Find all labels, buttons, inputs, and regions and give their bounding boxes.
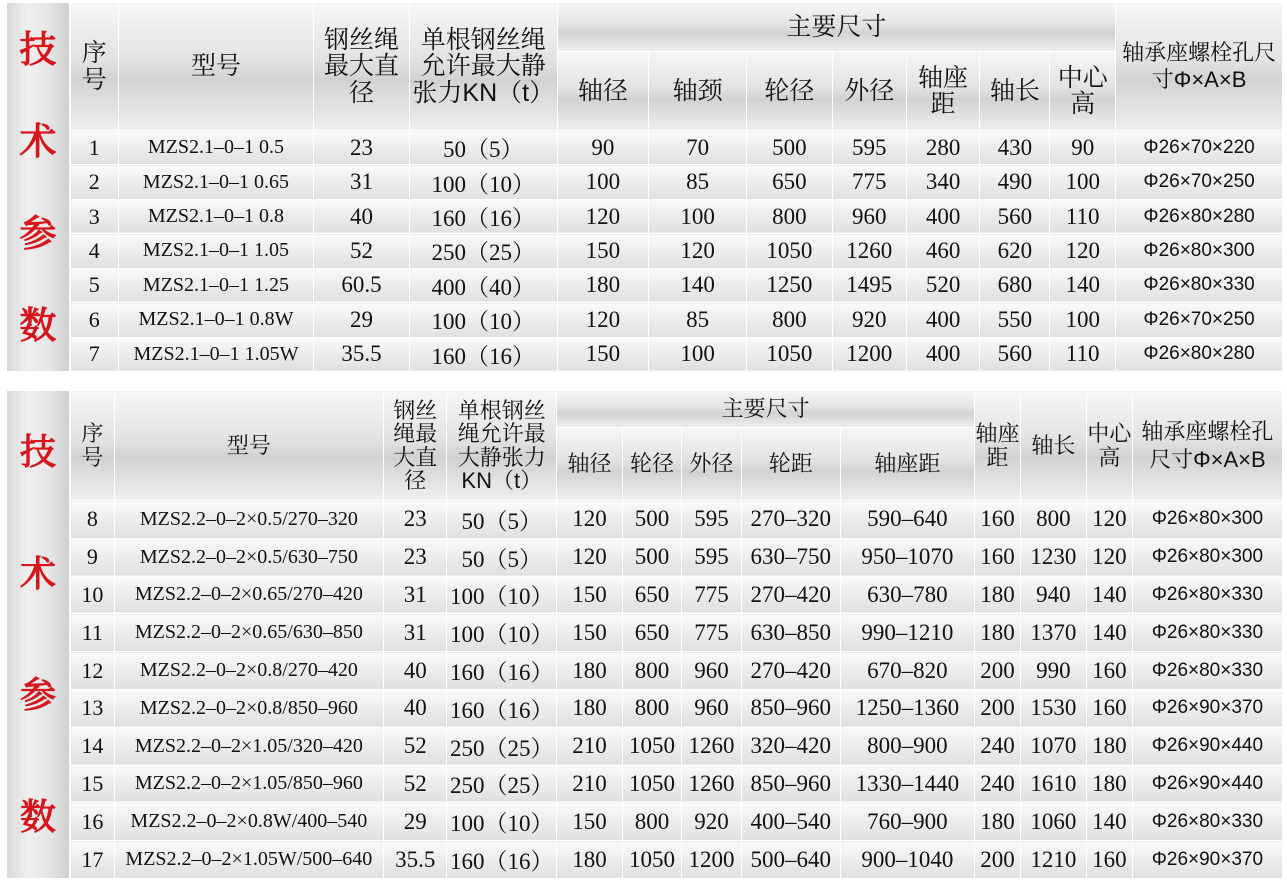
cell-wheel-distance: 630–850 (741, 614, 840, 652)
cell-shaft-neck: 100 (649, 199, 747, 233)
cell-outer-diameter: 1260 (682, 765, 741, 803)
th-rope-diameter: 钢丝绳最大直径 (384, 391, 447, 501)
cell-wheel-diameter: 800 (622, 652, 681, 690)
cell-outer-diameter: 775 (682, 576, 741, 614)
th-wheel-diameter: 轮径 (746, 52, 832, 131)
cell-center-height: 160 (1086, 652, 1132, 690)
table-row (71, 727, 1283, 765)
cell-index: 10 (71, 576, 115, 614)
cell-center-height: 100 (1050, 165, 1116, 199)
cell-rope-diameter: 29 (314, 303, 410, 337)
cell-shaft-seat-distance: 760–900 (840, 803, 974, 841)
cell-wheel-diameter: 1050 (622, 841, 681, 879)
cell-tension: 160（16） (447, 689, 557, 727)
cell-rope-diameter: 40 (314, 199, 410, 233)
cell-wheel-distance: 270–320 (741, 501, 840, 539)
cell-center-height: 110 (1050, 337, 1116, 371)
th-center-height: 中心高 (1086, 391, 1132, 501)
cell-tension: 160（16） (409, 337, 557, 371)
cell-model: MZS2.2–0–2×0.5/270–320 (114, 501, 383, 539)
cell-shaft-diameter: 180 (557, 652, 623, 690)
cell-model: MZS2.2–0–2×1.05W/500–640 (114, 841, 383, 879)
cell-center-height: 180 (1086, 765, 1132, 803)
cell-outer-diameter: 920 (682, 803, 741, 841)
cell-wheel-diameter: 650 (622, 576, 681, 614)
cell-shaft-neck: 140 (649, 268, 747, 302)
cell-outer-diameter: 595 (832, 131, 906, 165)
th-rope-tension: 单根钢丝绳允许最大静张力KN（t） (447, 391, 557, 501)
cell-wheel-distance: 320–420 (741, 727, 840, 765)
cell-shaft-diameter: 120 (557, 303, 649, 337)
cell-tension: 250（25） (447, 765, 557, 803)
cell-outer-diameter: 775 (682, 614, 741, 652)
cell-shaft-seat-distance: 1330–1440 (840, 765, 974, 803)
side-title-char: 参 (19, 212, 57, 254)
cell-seat-distance: 520 (906, 268, 980, 302)
th-shaft-length: 轴长 (980, 52, 1050, 131)
th-index: 序号 (71, 391, 115, 501)
cell-shaft-neck: 85 (649, 303, 747, 337)
cell-seat-distance: 160 (975, 501, 1021, 539)
cell-outer-diameter: 920 (832, 303, 906, 337)
th-shaft-diameter: 轴径 (557, 52, 649, 131)
cell-center-height: 180 (1086, 727, 1132, 765)
cell-rope-diameter: 40 (384, 689, 447, 727)
cell-tension: 100（10） (447, 803, 557, 841)
side-title-char: 参 (19, 674, 56, 716)
cell-shaft-diameter: 210 (557, 765, 623, 803)
cell-shaft-diameter: 120 (557, 501, 623, 539)
th-shaft-length: 轴长 (1020, 391, 1086, 501)
cell-rope-diameter: 29 (384, 803, 447, 841)
cell-shaft-diameter: 120 (557, 199, 649, 233)
cell-seat-distance: 200 (975, 841, 1021, 879)
cell-wheel-diameter: 1050 (622, 727, 681, 765)
cell-shaft-diameter: 150 (557, 803, 623, 841)
cell-wheel-diameter: 500 (622, 501, 681, 539)
cell-outer-diameter: 960 (832, 199, 906, 233)
cell-shaft-length: 1210 (1020, 841, 1086, 879)
cell-bolt-hole: Φ26×80×330 (1132, 652, 1282, 690)
cell-rope-diameter: 31 (384, 576, 447, 614)
cell-shaft-neck: 85 (649, 165, 747, 199)
cell-model: MZS2.1–0–1 1.05 (118, 234, 313, 268)
th-wheel-diameter: 轮径 (622, 428, 681, 501)
cell-shaft-diameter: 90 (557, 131, 649, 165)
cell-center-height: 120 (1086, 501, 1132, 539)
cell-bolt-hole: Φ26×70×220 (1116, 131, 1283, 165)
cell-bolt-hole: Φ26×80×300 (1132, 501, 1282, 539)
cell-outer-diameter: 1260 (832, 234, 906, 268)
th-rope-tension: 单根钢丝绳允许最大静张力KN（t） (409, 3, 557, 131)
cell-index: 12 (71, 652, 115, 690)
table-row (71, 652, 1283, 690)
cell-wheel-distance: 500–640 (741, 841, 840, 879)
side-title-char: 技 (19, 28, 57, 70)
cell-rope-diameter: 40 (384, 652, 447, 690)
cell-model: MZS2.2–0–2×0.8/850–960 (114, 689, 383, 727)
cell-model: MZS2.2–0–2×0.65/630–850 (114, 614, 383, 652)
cell-index: 3 (70, 199, 118, 233)
cell-outer-diameter: 595 (682, 501, 741, 539)
table-row (70, 131, 1282, 165)
cell-bolt-hole: Φ26×80×280 (1116, 337, 1283, 371)
cell-tension: 50（5） (409, 131, 557, 165)
th-shaft-neck: 轴颈 (649, 52, 747, 131)
cell-model: MZS2.1–0–1 1.05W (118, 337, 313, 371)
cell-wheel-distance: 400–540 (741, 803, 840, 841)
cell-outer-diameter: 1260 (682, 727, 741, 765)
cell-shaft-length: 1070 (1020, 727, 1086, 765)
cell-shaft-length: 1370 (1020, 614, 1086, 652)
cell-center-height: 160 (1086, 841, 1132, 879)
cell-tension: 100（10） (447, 614, 557, 652)
table-row (71, 841, 1283, 879)
cell-wheel-diameter: 1050 (746, 337, 832, 371)
cell-model: MZS2.2–0–2×0.8/270–420 (114, 652, 383, 690)
cell-model: MZS2.1–0–1 1.25 (118, 268, 313, 302)
cell-outer-diameter: 960 (682, 689, 741, 727)
cell-tension: 50（5） (447, 538, 557, 576)
cell-rope-diameter: 60.5 (314, 268, 410, 302)
side-title-technical-parameters-2 (6, 390, 70, 879)
table-row (70, 303, 1282, 337)
cell-model: MZS2.2–0–2×1.05/320–420 (114, 727, 383, 765)
cell-center-height: 160 (1086, 689, 1132, 727)
cell-center-height: 110 (1050, 199, 1116, 233)
table-row (71, 501, 1283, 539)
cell-seat-distance: 180 (975, 576, 1021, 614)
cell-shaft-diameter: 150 (557, 614, 623, 652)
side-title-technical-parameters-1 (6, 2, 70, 372)
cell-rope-diameter: 35.5 (314, 337, 410, 371)
cell-bolt-hole: Φ26×90×370 (1132, 841, 1282, 879)
cell-shaft-seat-distance: 990–1210 (840, 614, 974, 652)
cell-shaft-seat-distance: 950–1070 (840, 538, 974, 576)
cell-seat-distance: 180 (975, 614, 1021, 652)
spec-block-1 (6, 2, 1283, 372)
cell-shaft-seat-distance: 1250–1360 (840, 689, 974, 727)
cell-shaft-diameter: 180 (557, 689, 623, 727)
cell-shaft-diameter: 150 (557, 234, 649, 268)
th-rope-diameter: 钢丝绳最大直径 (314, 3, 410, 131)
cell-shaft-length: 430 (980, 131, 1050, 165)
table-row (70, 199, 1282, 233)
cell-index: 6 (70, 303, 118, 337)
cell-bolt-hole: Φ26×80×280 (1116, 199, 1283, 233)
table-row (70, 268, 1282, 302)
cell-outer-diameter: 960 (682, 652, 741, 690)
cell-shaft-length: 560 (980, 199, 1050, 233)
cell-tension: 250（25） (409, 234, 557, 268)
cell-wheel-diameter: 650 (622, 614, 681, 652)
cell-tension: 250（25） (447, 727, 557, 765)
cell-shaft-length: 490 (980, 165, 1050, 199)
cell-index: 11 (71, 614, 115, 652)
cell-shaft-seat-distance: 670–820 (840, 652, 974, 690)
table-row (71, 803, 1283, 841)
cell-center-height: 140 (1086, 803, 1132, 841)
spec-table-1-body (70, 131, 1282, 372)
cell-shaft-diameter: 180 (557, 841, 623, 879)
cell-model: MZS2.1–0–1 0.65 (118, 165, 313, 199)
cell-center-height: 120 (1050, 234, 1116, 268)
cell-outer-diameter: 1200 (682, 841, 741, 879)
cell-index: 15 (71, 765, 115, 803)
table-row (70, 234, 1282, 268)
cell-bolt-hole: Φ26×70×250 (1116, 303, 1283, 337)
table-row (71, 765, 1283, 803)
cell-seat-distance: 200 (975, 689, 1021, 727)
cell-model: MZS2.1–0–1 0.8 (118, 199, 313, 233)
cell-wheel-diameter: 500 (622, 538, 681, 576)
cell-wheel-diameter: 1050 (746, 234, 832, 268)
cell-seat-distance: 280 (906, 131, 980, 165)
cell-shaft-diameter: 120 (557, 538, 623, 576)
cell-tension: 100（10） (447, 576, 557, 614)
cell-index: 2 (70, 165, 118, 199)
side-title-char: 术 (19, 552, 56, 594)
cell-bolt-hole: Φ26×80×330 (1132, 576, 1282, 614)
cell-model: MZS2.2–0–2×0.8W/400–540 (114, 803, 383, 841)
cell-rope-diameter: 35.5 (384, 841, 447, 879)
cell-shaft-diameter: 100 (557, 165, 649, 199)
th-bolt-hole: 轴承座螺栓孔尺寸Φ×A×B (1116, 3, 1283, 131)
th-model: 型号 (118, 3, 313, 131)
cell-index: 17 (71, 841, 115, 879)
cell-tension: 400（40） (409, 268, 557, 302)
cell-tension: 160（16） (409, 199, 557, 233)
cell-center-height: 90 (1050, 131, 1116, 165)
cell-shaft-length: 1060 (1020, 803, 1086, 841)
table-row (70, 337, 1282, 371)
cell-wheel-distance: 850–960 (741, 765, 840, 803)
cell-center-height: 140 (1086, 614, 1132, 652)
cell-wheel-distance: 630–750 (741, 538, 840, 576)
th-main-dimensions: 主要尺寸 (557, 3, 1116, 52)
cell-shaft-seat-distance: 630–780 (840, 576, 974, 614)
cell-rope-diameter: 52 (384, 727, 447, 765)
cell-bolt-hole: Φ26×80×300 (1116, 234, 1283, 268)
cell-seat-distance: 400 (906, 337, 980, 371)
cell-bolt-hole: Φ26×80×330 (1116, 268, 1283, 302)
cell-center-height: 120 (1086, 538, 1132, 576)
cell-index: 13 (71, 689, 115, 727)
cell-seat-distance: 240 (975, 765, 1021, 803)
th-index: 序号 (70, 3, 118, 131)
cell-shaft-seat-distance: 590–640 (840, 501, 974, 539)
side-title-wrapper-2 (6, 390, 70, 879)
cell-tension: 100（10） (409, 303, 557, 337)
cell-model: MZS2.2–0–2×0.65/270–420 (114, 576, 383, 614)
th-seat-distance: 轴座距 (906, 52, 980, 131)
cell-bolt-hole: Φ26×80×330 (1132, 614, 1282, 652)
cell-seat-distance: 340 (906, 165, 980, 199)
cell-shaft-neck: 70 (649, 131, 747, 165)
cell-rope-diameter: 23 (384, 501, 447, 539)
th-wheel-distance: 轮距 (741, 428, 840, 501)
cell-bolt-hole: Φ26×90×440 (1132, 765, 1282, 803)
cell-rope-diameter: 52 (314, 234, 410, 268)
cell-shaft-neck: 120 (649, 234, 747, 268)
spec-table-1 (70, 2, 1283, 372)
table-row (71, 538, 1283, 576)
cell-tension: 160（16） (447, 652, 557, 690)
cell-shaft-diameter: 150 (557, 576, 623, 614)
cell-center-height: 140 (1086, 576, 1132, 614)
cell-wheel-distance: 850–960 (741, 689, 840, 727)
cell-wheel-diameter: 1050 (622, 765, 681, 803)
cell-shaft-length: 990 (1020, 652, 1086, 690)
cell-shaft-seat-distance: 900–1040 (840, 841, 974, 879)
cell-index: 9 (71, 538, 115, 576)
cell-index: 7 (70, 337, 118, 371)
cell-shaft-length: 560 (980, 337, 1050, 371)
spec-table-2-body (71, 501, 1283, 879)
cell-shaft-length: 1530 (1020, 689, 1086, 727)
cell-seat-distance: 460 (906, 234, 980, 268)
cell-wheel-diameter: 800 (622, 689, 681, 727)
cell-bolt-hole: Φ26×90×440 (1132, 727, 1282, 765)
cell-outer-diameter: 1495 (832, 268, 906, 302)
cell-shaft-seat-distance: 800–900 (840, 727, 974, 765)
cell-shaft-length: 940 (1020, 576, 1086, 614)
cell-wheel-diameter: 500 (746, 131, 832, 165)
cell-seat-distance: 160 (975, 538, 1021, 576)
cell-seat-distance: 200 (975, 652, 1021, 690)
cell-tension: 160（16） (447, 841, 557, 879)
cell-wheel-distance: 270–420 (741, 652, 840, 690)
cell-bolt-hole: Φ26×80×330 (1132, 803, 1282, 841)
cell-rope-diameter: 52 (384, 765, 447, 803)
th-model: 型号 (114, 391, 383, 501)
cell-shaft-length: 620 (980, 234, 1050, 268)
cell-seat-distance: 400 (906, 303, 980, 337)
side-title-char: 技 (19, 430, 56, 472)
cell-index: 1 (70, 131, 118, 165)
cell-rope-diameter: 23 (384, 538, 447, 576)
cell-wheel-diameter: 800 (746, 303, 832, 337)
th-seat-distance: 轴座距 (975, 391, 1021, 501)
cell-wheel-distance: 270–420 (741, 576, 840, 614)
th-shaft-diameter: 轴径 (557, 428, 623, 501)
cell-outer-diameter: 1200 (832, 337, 906, 371)
cell-shaft-diameter: 210 (557, 727, 623, 765)
cell-shaft-length: 1230 (1020, 538, 1086, 576)
cell-seat-distance: 240 (975, 727, 1021, 765)
cell-shaft-diameter: 150 (557, 337, 649, 371)
table-row (71, 576, 1283, 614)
table-row (71, 614, 1283, 652)
cell-rope-diameter: 23 (314, 131, 410, 165)
cell-tension: 100（10） (409, 165, 557, 199)
cell-bolt-hole: Φ26×90×370 (1132, 689, 1282, 727)
spec-table-2 (70, 390, 1283, 879)
spec-block-2 (6, 390, 1283, 879)
cell-wheel-diameter: 650 (746, 165, 832, 199)
cell-rope-diameter: 31 (384, 614, 447, 652)
cell-model: MZS2.2–0–2×0.5/630–750 (114, 538, 383, 576)
side-title-char: 术 (19, 120, 57, 162)
th-shaft-seat-distance: 轴座距 (840, 428, 974, 501)
cell-shaft-length: 550 (980, 303, 1050, 337)
cell-index: 16 (71, 803, 115, 841)
cell-shaft-length: 1610 (1020, 765, 1086, 803)
cell-shaft-length: 680 (980, 268, 1050, 302)
cell-center-height: 140 (1050, 268, 1116, 302)
cell-model: MZS2.1–0–1 0.8W (118, 303, 313, 337)
th-outer-diameter: 外径 (682, 428, 741, 501)
th-center-height: 中心高 (1050, 52, 1116, 131)
cell-index: 14 (71, 727, 115, 765)
cell-outer-diameter: 595 (682, 538, 741, 576)
cell-wheel-diameter: 800 (746, 199, 832, 233)
side-title-char: 数 (19, 304, 57, 346)
side-title-char: 数 (19, 796, 56, 838)
cell-index: 8 (71, 501, 115, 539)
th-main-dimensions: 主要尺寸 (557, 391, 975, 428)
cell-outer-diameter: 775 (832, 165, 906, 199)
cell-model: MZS2.1–0–1 0.5 (118, 131, 313, 165)
cell-wheel-diameter: 800 (622, 803, 681, 841)
cell-index: 4 (70, 234, 118, 268)
cell-bolt-hole: Φ26×80×300 (1132, 538, 1282, 576)
th-bolt-hole: 轴承座螺栓孔尺寸Φ×A×B (1132, 391, 1282, 501)
cell-seat-distance: 400 (906, 199, 980, 233)
cell-rope-diameter: 31 (314, 165, 410, 199)
cell-model: MZS2.2–0–2×1.05/850–960 (114, 765, 383, 803)
cell-seat-distance: 180 (975, 803, 1021, 841)
cell-shaft-length: 800 (1020, 501, 1086, 539)
table-row (70, 165, 1282, 199)
cell-shaft-diameter: 180 (557, 268, 649, 302)
cell-shaft-neck: 100 (649, 337, 747, 371)
cell-wheel-diameter: 1250 (746, 268, 832, 302)
cell-center-height: 100 (1050, 303, 1116, 337)
table-row (71, 689, 1283, 727)
cell-index: 5 (70, 268, 118, 302)
cell-bolt-hole: Φ26×70×250 (1116, 165, 1283, 199)
cell-tension: 50（5） (447, 501, 557, 539)
th-outer-diameter: 外径 (832, 52, 906, 131)
